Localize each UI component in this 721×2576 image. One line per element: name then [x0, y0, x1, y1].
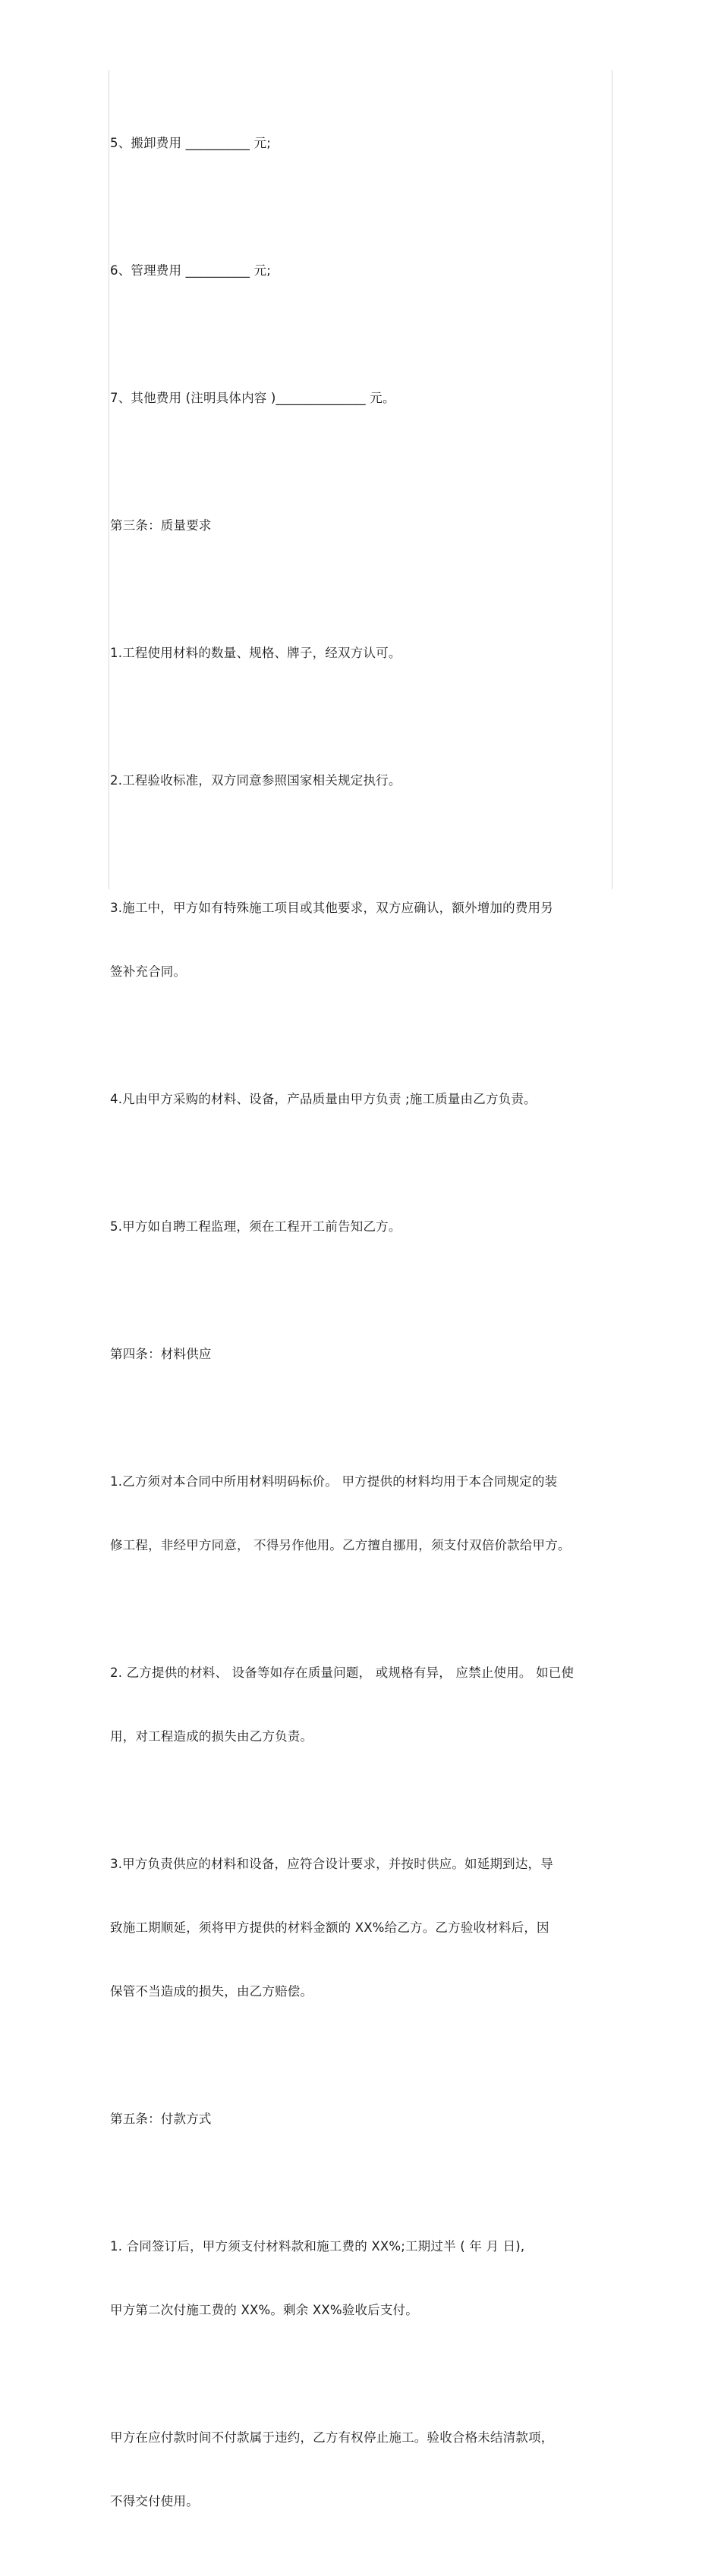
quality-clause-4 — [110, 1046, 611, 1153]
text-line: 1.乙方须对本合同中所用材料明码标价。 甲方提供的材料均用于本合同规定的装 — [110, 1474, 558, 1489]
materials-clause-2 — [110, 1620, 611, 1790]
text-line: 第三条：质量要求 — [110, 518, 212, 533]
materials-clause-1 — [110, 1429, 611, 1599]
text-line: 3.甲方负责供应的材料和设备，应符合设计要求，并按时供应。如延期到达，导 — [110, 1857, 553, 1871]
text-line: 5.甲方如自聘工程监理，须在工程开工前告知乙方。 — [110, 1219, 401, 1234]
quality-clause-2 — [110, 728, 611, 834]
text-line: 致施工期顺延，须将甲方提供的材料金额的 XX%给乙方。乙方验收材料后，因 — [110, 1920, 549, 1935]
quality-clause-5 — [110, 1174, 611, 1280]
text-line: 第五条：付款方式 — [110, 2112, 212, 2126]
text-line: 1.工程使用材料的数量、规格、牌子，经双方认可。 — [110, 646, 401, 660]
text-line: 用，对工程造成的损失由乙方负责。 — [110, 1729, 313, 1744]
text-line: 7、其他费用 (注明具体内容 )______________ 元。 — [110, 391, 395, 405]
payment-clause-default — [110, 2385, 611, 2555]
quality-clause-1 — [110, 600, 611, 706]
quality-clause-3 — [110, 855, 611, 1025]
text-line: 甲方第二次付施工费的 XX%。剩余 XX%验收后支付。 — [110, 2303, 418, 2317]
text-line: 2.工程验收标准，双方同意参照国家相关规定执行。 — [110, 773, 401, 788]
section-heading-payment — [110, 2066, 611, 2172]
fee-item-management — [110, 218, 611, 324]
text-line: 甲方在应付款时间不付款属于违约，乙方有权停止施工。验收合格未结清款项， — [110, 2430, 554, 2445]
text-line: 5、搬卸费用 __________ 元; — [110, 136, 272, 150]
payment-clause-1 — [110, 2194, 611, 2364]
text-line: 2. 乙方提供的材料、 设备等如存在质量问题， 或规格有异， 应禁止使用。 如已使 — [110, 1665, 575, 1680]
text-line: 4.凡由甲方采购的材料、设备，产品质量由甲方负责 ;施工质量由乙方负责。 — [110, 1092, 537, 1106]
fee-item-loading — [110, 90, 611, 197]
text-line: 3.施工中，甲方如有特殊施工项目或其他要求，双方应确认，额外增加的费用另 — [110, 901, 553, 915]
fee-item-other — [110, 345, 611, 451]
text-line: 1. 合同签订后，甲方须支付材料款和施工费的 XX%;工期过半 ( 年 月 日), — [110, 2239, 525, 2254]
section-heading-materials — [110, 1301, 611, 1408]
section-heading-quality — [110, 473, 611, 579]
document-body — [110, 90, 611, 2576]
text-line: 保管不当造成的损失，由乙方赔偿。 — [110, 1984, 313, 1999]
text-line: 第四条：材料供应 — [110, 1347, 212, 1361]
text-line: 修工程，非经甲方同意， 不得另作他用。乙方擅自挪用，须支付双倍价款给甲方。 — [110, 1538, 571, 1552]
text-line: 6、管理费用 __________ 元; — [110, 263, 272, 278]
text-line: 不得交付使用。 — [110, 2494, 199, 2508]
text-line: 签补充合同。 — [110, 964, 187, 979]
materials-clause-3 — [110, 1811, 611, 2045]
